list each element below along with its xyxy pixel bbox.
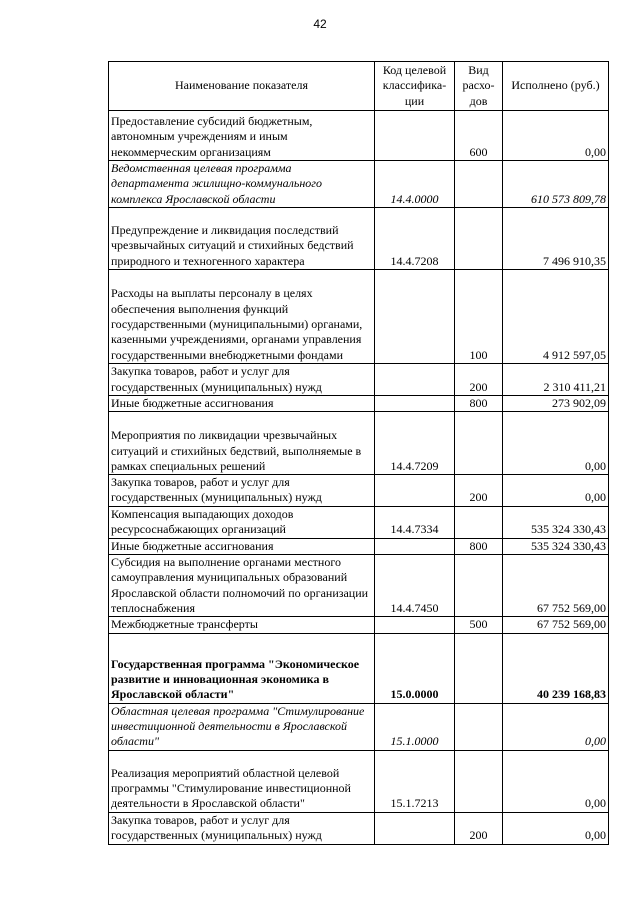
row-name-cell: Иные бюджетные ассигнования <box>109 538 375 554</box>
page-number: 42 <box>313 17 327 31</box>
table-row <box>109 617 609 633</box>
row-type-cell: 500 <box>455 617 503 633</box>
row-amount-cell: 40 239 168,83 <box>503 633 609 703</box>
row-name-cell: Предупреждение и ликвидация последствий чрезвычайных ситуаций и стихийных бедствий природного и техногенного характера <box>109 207 375 269</box>
row-type-cell <box>455 633 503 703</box>
header-name: Наименование показателя <box>109 62 375 111</box>
table-row <box>109 111 609 161</box>
row-type-cell <box>455 412 503 475</box>
row-code-cell <box>375 475 455 507</box>
row-name-cell: Ведомственная целевая программа департамента жилищно-коммунального комплекса Ярославской области <box>109 161 375 208</box>
row-code-cell <box>375 538 455 554</box>
table-row <box>109 506 609 538</box>
row-code-cell <box>375 617 455 633</box>
row-code-cell: 14.4.7334 <box>375 506 455 538</box>
row-amount-cell: 0,00 <box>503 750 609 812</box>
row-name-cell: Закупка товаров, работ и услуг для государственных (муниципальных) нужд <box>109 812 375 844</box>
row-code-cell: 14.4.7208 <box>375 207 455 269</box>
header-code: Код целевой классифика-ции <box>375 62 455 111</box>
row-amount-cell: 0,00 <box>503 412 609 475</box>
table-row <box>109 555 609 617</box>
row-amount-cell: 0,00 <box>503 475 609 507</box>
row-code-cell: 15.1.0000 <box>375 703 455 750</box>
header-row <box>109 62 609 111</box>
row-amount-cell: 4 912 597,05 <box>503 269 609 363</box>
row-type-cell: 800 <box>455 395 503 411</box>
row-type-cell <box>455 207 503 269</box>
row-amount-cell: 0,00 <box>503 812 609 844</box>
row-name-cell: Областная целевая программа "Стимулирование инвестиционной деятельности в Ярославской области" <box>109 703 375 750</box>
row-type-cell <box>455 750 503 812</box>
row-type-cell: 100 <box>455 269 503 363</box>
row-code-cell: 14.4.7450 <box>375 555 455 617</box>
table-row <box>109 703 609 750</box>
table-row <box>109 269 609 363</box>
row-code-cell <box>375 812 455 844</box>
table-row <box>109 750 609 812</box>
row-amount-cell: 535 324 330,43 <box>503 538 609 554</box>
header-type: Вид расхо-дов <box>455 62 503 111</box>
row-amount-cell: 0,00 <box>503 703 609 750</box>
row-type-cell <box>455 161 503 208</box>
row-type-cell <box>455 703 503 750</box>
row-code-cell: 15.0.0000 <box>375 633 455 703</box>
table-row <box>109 395 609 411</box>
row-amount-cell: 0,00 <box>503 111 609 161</box>
row-code-cell <box>375 395 455 411</box>
row-name-cell: Компенсация выпадающих доходов ресурсоснабжающих организаций <box>109 506 375 538</box>
row-code-cell <box>375 269 455 363</box>
table-row <box>109 475 609 507</box>
row-amount-cell: 610 573 809,78 <box>503 161 609 208</box>
row-name-cell: Мероприятия по ликвидации чрезвычайных ситуаций и стихийных бедствий, выполняемые в рамках специальных решений <box>109 412 375 475</box>
row-name-cell: Реализация мероприятий областной целевой программы "Стимулирование инвестиционной деятельности в Ярославской области" <box>109 750 375 812</box>
header-amount: Исполнено (руб.) <box>503 62 609 111</box>
row-amount-cell: 273 902,09 <box>503 395 609 411</box>
row-code-cell <box>375 111 455 161</box>
row-type-cell: 200 <box>455 363 503 395</box>
table-row <box>109 538 609 554</box>
row-amount-cell: 67 752 569,00 <box>503 555 609 617</box>
row-name-cell: Расходы на выплаты персоналу в целях обеспечения выполнения функций государственными (муниципальными) органами, казенными учреждениями, органами управления государственными внебюджетными фондами <box>109 269 375 363</box>
table-body <box>109 111 609 845</box>
table-row <box>109 812 609 844</box>
row-name-cell: Закупка товаров, работ и услуг для государственных (муниципальных) нужд <box>109 363 375 395</box>
table-row <box>109 207 609 269</box>
row-name-cell: Межбюджетные трансферты <box>109 617 375 633</box>
row-code-cell <box>375 363 455 395</box>
row-code-cell: 14.4.7209 <box>375 412 455 475</box>
row-type-cell: 600 <box>455 111 503 161</box>
row-type-cell: 200 <box>455 475 503 507</box>
row-code-cell: 14.4.0000 <box>375 161 455 208</box>
row-name-cell: Предоставление субсидий бюджетным, автономным учреждениям и иным некоммерческим организациям <box>109 111 375 161</box>
table-row <box>109 161 609 208</box>
row-amount-cell: 67 752 569,00 <box>503 617 609 633</box>
table-row <box>109 633 609 703</box>
row-amount-cell: 535 324 330,43 <box>503 506 609 538</box>
row-amount-cell: 2 310 411,21 <box>503 363 609 395</box>
row-name-cell: Государственная программа "Экономическое развитие и инновационная экономика в Ярославской области" <box>109 633 375 703</box>
table-row <box>109 363 609 395</box>
row-type-cell <box>455 555 503 617</box>
row-name-cell: Иные бюджетные ассигнования <box>109 395 375 411</box>
row-code-cell: 15.1.7213 <box>375 750 455 812</box>
table-row <box>109 412 609 475</box>
budget-table <box>108 61 609 845</box>
row-type-cell: 800 <box>455 538 503 554</box>
row-type-cell <box>455 506 503 538</box>
row-name-cell: Закупка товаров, работ и услуг для государственных (муниципальных) нужд <box>109 475 375 507</box>
row-type-cell: 200 <box>455 812 503 844</box>
row-name-cell: Субсидия на выполнение органами местного самоуправления муниципальных образований Ярославской области полномочий по организации теплоснабжения <box>109 555 375 617</box>
row-amount-cell: 7 496 910,35 <box>503 207 609 269</box>
